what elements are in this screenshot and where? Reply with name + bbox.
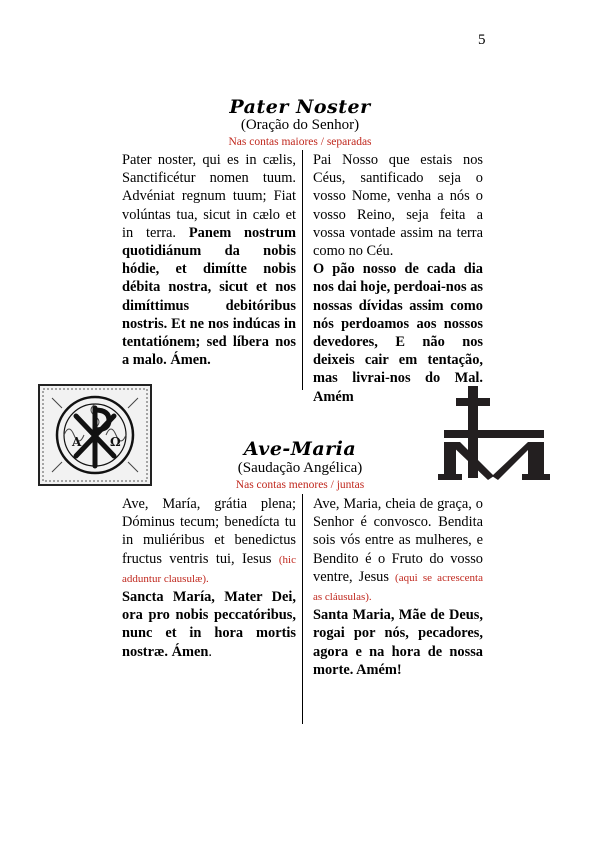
pater-noster-subtitle: (Oração do Senhor) [240, 117, 360, 133]
ave-latin-text: Ave, María, grátia plena; Dóminus tecum; benedícta tu in muliéribus et benedictus fructus ventris tui, Iesus [122, 496, 296, 567]
pater-latin-bold: Panem nostrum quotidiánum da nobis hódie, et dimítte nobis débita nostra, sicut et nos dimíttimus debitóribus nostris. Et ne nos indúcas in tentatiónem; sed líbera nos a malo. Ámen. [122, 224, 296, 369]
ave-pt-text: Ave, Maria, cheia de graça, o Senhor é convosco. Bendita sois vós entre as mulheres, e Bendito é o Fruto do vosso ventre, Jesus [313, 496, 483, 585]
ave-latin-end: . [208, 643, 212, 660]
page-number: 5 [478, 32, 486, 48]
ave-maria-title: Ave-Maria [243, 438, 357, 460]
ave-pt-clausulas: (aqui se acrescenta as cláusulas). [313, 571, 483, 604]
ave-latin-clausulae: (hic adduntur clausulæ). [122, 553, 296, 585]
pater-latin-column [122, 151, 296, 369]
pater-noster-note: Nas contas maiores / separadas [228, 136, 372, 148]
ave-portuguese-column [313, 495, 483, 679]
svg-text:Ω: Ω [110, 435, 121, 449]
ave-latin-bold: Sancta María, Mater Dei, ora pro nobis peccatóribus, nunc et in hora mortis nostræ. Ámen [122, 589, 296, 660]
column-divider-2 [302, 494, 303, 724]
pater-latin-text: Pater noster, qui es in cælis, Sanctificétur nomen tuum. Advéniat regnum tuum; Fiat volúntas tua, sicut in cælo et in terra. [122, 152, 296, 241]
pater-pt-text: Pai Nosso que estais nos Céus, santificado seja o vosso Nome, venha a nós o vosso Reino, seja feita a vossa vontade assim na terra como no Céu. [313, 152, 483, 260]
svg-text:A: A [72, 435, 82, 449]
ave-maria-subtitle: (Saudação Angélica) [237, 460, 363, 476]
ave-maria-note: Nas contas menores / juntas [235, 479, 365, 491]
pater-noster-title: Pater Noster [229, 96, 371, 118]
pater-portuguese-column [313, 151, 483, 406]
ave-latin-column [122, 495, 296, 661]
pater-pt-bold: O pão nosso de cada dia nos dai hoje, perdoai-nos as nossas dívidas assim como nós perdoamos aos nossos devedores, E não nos deixeis cair em tentação, mas livrai-nos do Mal. Amém [313, 261, 483, 405]
column-divider [302, 150, 303, 390]
ave-pt-bold: Santa Maria, Mãe de Deus, rogai por nós, pecadores, agora e na hora de nossa morte. Amém! [313, 607, 483, 678]
